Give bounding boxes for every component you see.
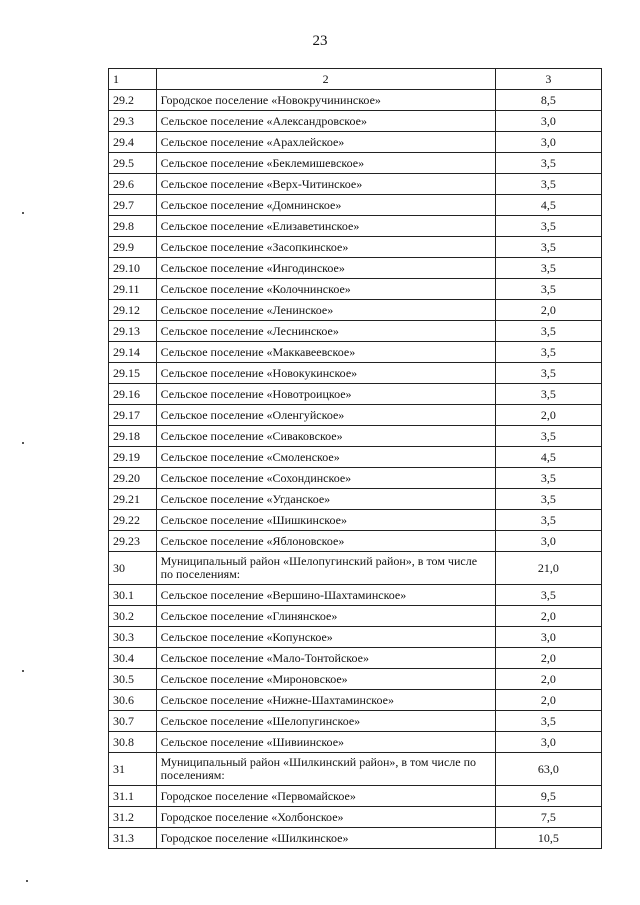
header-cell-value: 3 xyxy=(495,69,601,90)
table-row xyxy=(109,753,602,786)
row-name-cell: Сельское поселение «Мироновское» xyxy=(156,669,495,690)
row-number-cell: 30.1 xyxy=(109,585,157,606)
row-number-cell: 29.22 xyxy=(109,510,157,531)
row-value-cell: 2,0 xyxy=(495,300,601,321)
row-name-cell: Сельское поселение «Маккавеевское» xyxy=(156,342,495,363)
row-value-cell: 3,5 xyxy=(495,585,601,606)
row-name-cell: Сельское поселение «Копунское» xyxy=(156,627,495,648)
table-row xyxy=(109,468,602,489)
scan-speck xyxy=(22,670,24,672)
table-row xyxy=(109,606,602,627)
table-row xyxy=(109,90,602,111)
row-name-cell: Сельское поселение «Сиваковское» xyxy=(156,426,495,447)
row-number-cell: 30.4 xyxy=(109,648,157,669)
table-row xyxy=(109,195,602,216)
row-value-cell: 3,5 xyxy=(495,342,601,363)
row-name-cell: Сельское поселение «Леснинское» xyxy=(156,321,495,342)
row-number-cell: 29.16 xyxy=(109,384,157,405)
table-row xyxy=(109,111,602,132)
row-name-cell: Городское поселение «Шилкинское» xyxy=(156,828,495,849)
row-number-cell: 30.6 xyxy=(109,690,157,711)
table-row xyxy=(109,174,602,195)
row-number-cell: 29.13 xyxy=(109,321,157,342)
row-name-cell: Сельское поселение «Ленинское» xyxy=(156,300,495,321)
table-row xyxy=(109,279,602,300)
row-number-cell: 29.3 xyxy=(109,111,157,132)
row-number-cell: 29.19 xyxy=(109,447,157,468)
row-number-cell: 29.20 xyxy=(109,468,157,489)
table-row xyxy=(109,510,602,531)
table-row xyxy=(109,585,602,606)
row-value-cell: 3,0 xyxy=(495,111,601,132)
row-number-cell: 31.1 xyxy=(109,786,157,807)
settlements-table xyxy=(108,68,602,849)
table-row xyxy=(109,384,602,405)
row-name-cell: Сельское поселение «Шивиинское» xyxy=(156,732,495,753)
table-row xyxy=(109,321,602,342)
scan-speck xyxy=(22,212,24,214)
row-value-cell: 21,0 xyxy=(495,552,601,585)
table-row xyxy=(109,807,602,828)
row-name-cell: Сельское поселение «Засопкинское» xyxy=(156,237,495,258)
row-name-cell: Сельское поселение «Нижне-Шахтаминское» xyxy=(156,690,495,711)
row-value-cell: 3,0 xyxy=(495,132,601,153)
row-value-cell: 3,5 xyxy=(495,153,601,174)
row-value-cell: 10,5 xyxy=(495,828,601,849)
row-value-cell: 3,5 xyxy=(495,489,601,510)
table-row xyxy=(109,132,602,153)
row-number-cell: 30.2 xyxy=(109,606,157,627)
row-name-cell: Городское поселение «Новокручининское» xyxy=(156,90,495,111)
table-row xyxy=(109,711,602,732)
table-row xyxy=(109,669,602,690)
row-name-cell: Сельское поселение «Беклемишевское» xyxy=(156,153,495,174)
row-name-cell: Сельское поселение «Елизаветинское» xyxy=(156,216,495,237)
row-name-cell: Сельское поселение «Новокукинское» xyxy=(156,363,495,384)
row-number-cell: 29.23 xyxy=(109,531,157,552)
table-row xyxy=(109,342,602,363)
row-name-cell: Сельское поселение «Глинянское» xyxy=(156,606,495,627)
row-name-cell: Сельское поселение «Вершино-Шахтаминское» xyxy=(156,585,495,606)
table-row xyxy=(109,216,602,237)
row-value-cell: 3,5 xyxy=(495,216,601,237)
table-row xyxy=(109,363,602,384)
row-number-cell: 30.8 xyxy=(109,732,157,753)
table-row xyxy=(109,489,602,510)
table-row xyxy=(109,405,602,426)
row-name-cell: Сельское поселение «Новотроицкое» xyxy=(156,384,495,405)
row-number-cell: 30 xyxy=(109,552,157,585)
table-row xyxy=(109,732,602,753)
row-value-cell: 3,5 xyxy=(495,237,601,258)
row-name-cell: Муниципальный район «Шилкинский район», в том числе по поселениям: xyxy=(156,753,495,786)
table-body xyxy=(109,69,602,849)
table-row xyxy=(109,447,602,468)
row-value-cell: 3,0 xyxy=(495,627,601,648)
row-number-cell: 31.2 xyxy=(109,807,157,828)
row-number-cell: 30.3 xyxy=(109,627,157,648)
row-number-cell: 29.21 xyxy=(109,489,157,510)
row-value-cell: 8,5 xyxy=(495,90,601,111)
table-row xyxy=(109,627,602,648)
row-number-cell: 31.3 xyxy=(109,828,157,849)
row-value-cell: 3,5 xyxy=(495,468,601,489)
row-value-cell: 7,5 xyxy=(495,807,601,828)
row-value-cell: 3,5 xyxy=(495,174,601,195)
row-value-cell: 9,5 xyxy=(495,786,601,807)
row-value-cell: 2,0 xyxy=(495,669,601,690)
row-number-cell: 30.5 xyxy=(109,669,157,690)
table-row xyxy=(109,786,602,807)
table-row xyxy=(109,828,602,849)
row-name-cell: Сельское поселение «Мало-Тонтойское» xyxy=(156,648,495,669)
row-name-cell: Сельское поселение «Шелопугинское» xyxy=(156,711,495,732)
row-value-cell: 4,5 xyxy=(495,447,601,468)
row-name-cell: Сельское поселение «Арахлейское» xyxy=(156,132,495,153)
row-number-cell: 29.18 xyxy=(109,426,157,447)
row-value-cell: 2,0 xyxy=(495,648,601,669)
scan-speck xyxy=(22,442,24,444)
row-number-cell: 29.14 xyxy=(109,342,157,363)
page-number: 23 xyxy=(312,33,328,49)
row-number-cell: 29.12 xyxy=(109,300,157,321)
table-row xyxy=(109,237,602,258)
row-number-cell: 31 xyxy=(109,753,157,786)
row-name-cell: Сельское поселение «Шишкинское» xyxy=(156,510,495,531)
row-number-cell: 29.11 xyxy=(109,279,157,300)
row-value-cell: 2,0 xyxy=(495,690,601,711)
row-number-cell: 29.17 xyxy=(109,405,157,426)
row-number-cell: 30.7 xyxy=(109,711,157,732)
row-value-cell: 2,0 xyxy=(495,606,601,627)
row-name-cell: Сельское поселение «Верх-Читинское» xyxy=(156,174,495,195)
row-number-cell: 29.8 xyxy=(109,216,157,237)
row-name-cell: Сельское поселение «Домнинское» xyxy=(156,195,495,216)
row-name-cell: Городское поселение «Холбонское» xyxy=(156,807,495,828)
row-value-cell: 3,5 xyxy=(495,279,601,300)
scan-speck xyxy=(26,880,28,882)
row-number-cell: 29.2 xyxy=(109,90,157,111)
row-name-cell: Муниципальный район «Шелопугинский район», в том числе по поселениям: xyxy=(156,552,495,585)
row-name-cell: Сельское поселение «Колочнинское» xyxy=(156,279,495,300)
row-value-cell: 3,5 xyxy=(495,384,601,405)
row-value-cell: 3,0 xyxy=(495,732,601,753)
table-row xyxy=(109,690,602,711)
row-value-cell: 3,5 xyxy=(495,321,601,342)
table-row xyxy=(109,426,602,447)
row-name-cell: Сельское поселение «Яблоновское» xyxy=(156,531,495,552)
row-name-cell: Сельское поселение «Угданское» xyxy=(156,489,495,510)
table-row xyxy=(109,531,602,552)
row-name-cell: Сельское поселение «Смоленское» xyxy=(156,447,495,468)
row-number-cell: 29.6 xyxy=(109,174,157,195)
row-name-cell: Сельское поселение «Александровское» xyxy=(156,111,495,132)
row-number-cell: 29.5 xyxy=(109,153,157,174)
table-row xyxy=(109,153,602,174)
row-number-cell: 29.4 xyxy=(109,132,157,153)
row-value-cell: 3,5 xyxy=(495,426,601,447)
row-name-cell: Сельское поселение «Ингодинское» xyxy=(156,258,495,279)
row-value-cell: 3,0 xyxy=(495,531,601,552)
row-value-cell: 4,5 xyxy=(495,195,601,216)
row-value-cell: 3,5 xyxy=(495,711,601,732)
table-header-row xyxy=(109,69,602,90)
row-value-cell: 2,0 xyxy=(495,405,601,426)
row-value-cell: 3,5 xyxy=(495,510,601,531)
row-value-cell: 3,5 xyxy=(495,363,601,384)
row-number-cell: 29.7 xyxy=(109,195,157,216)
row-number-cell: 29.10 xyxy=(109,258,157,279)
row-name-cell: Сельское поселение «Оленгуйское» xyxy=(156,405,495,426)
header-cell-num: 1 xyxy=(109,69,157,90)
row-name-cell: Сельское поселение «Сохондинское» xyxy=(156,468,495,489)
table-row xyxy=(109,300,602,321)
table-row xyxy=(109,648,602,669)
row-name-cell: Городское поселение «Первомайское» xyxy=(156,786,495,807)
table-row xyxy=(109,258,602,279)
row-value-cell: 63,0 xyxy=(495,753,601,786)
header-cell-name: 2 xyxy=(156,69,495,90)
table-row xyxy=(109,552,602,585)
row-value-cell: 3,5 xyxy=(495,258,601,279)
row-number-cell: 29.9 xyxy=(109,237,157,258)
row-number-cell: 29.15 xyxy=(109,363,157,384)
